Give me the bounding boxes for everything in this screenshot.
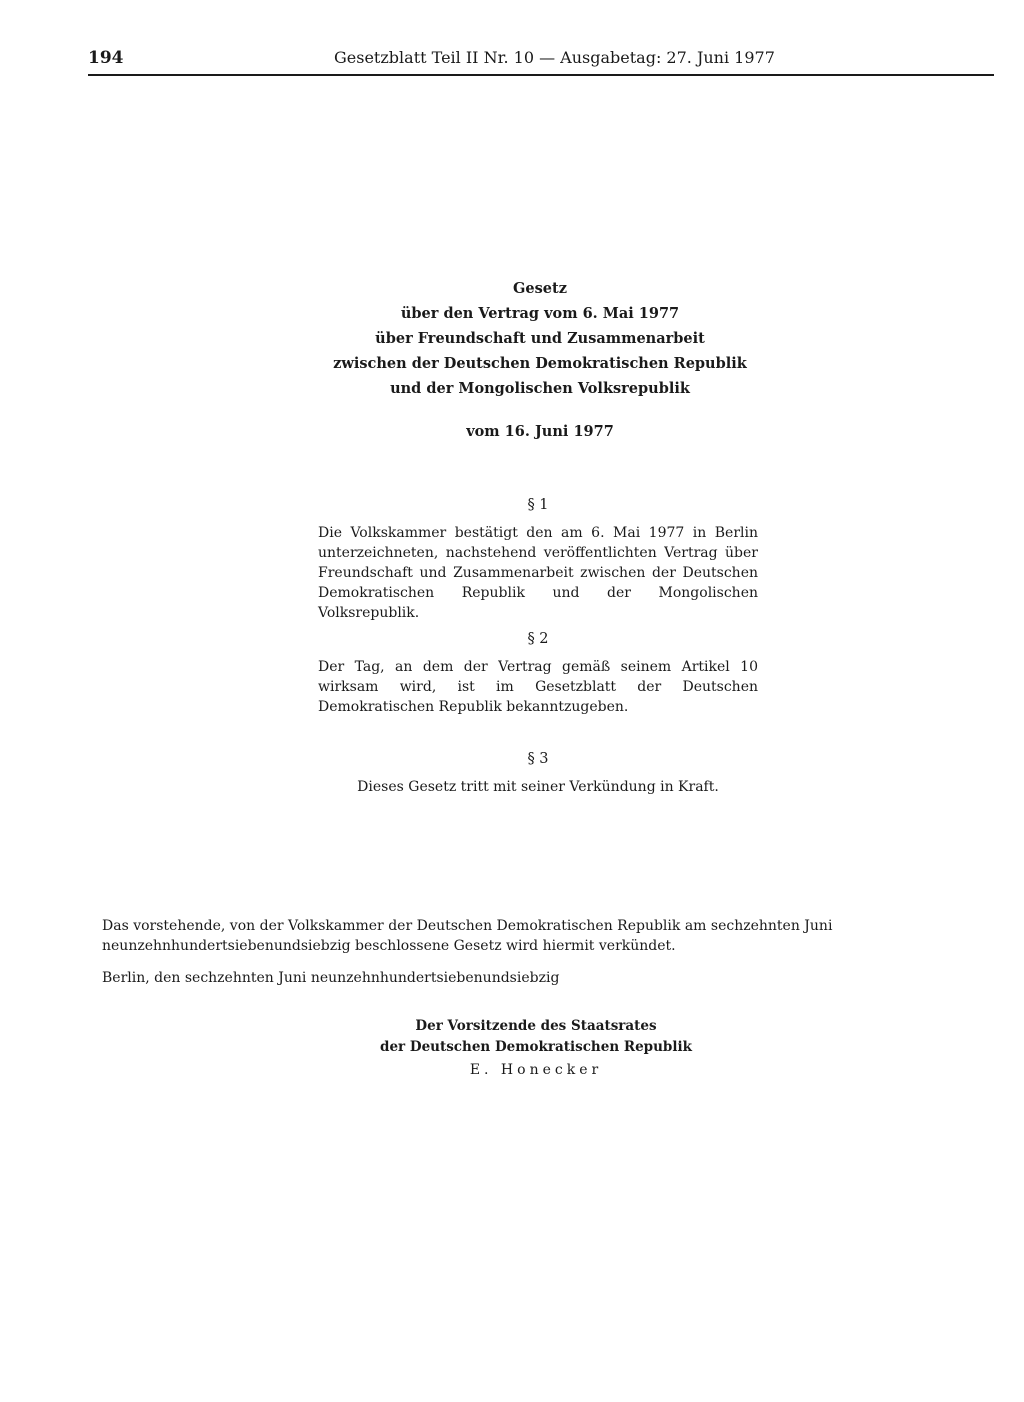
section-mark: § 1: [527, 497, 549, 513]
section-mark: § 2: [527, 631, 549, 647]
law-title: [300, 276, 780, 401]
section-text: Der Tag, an dem der Vertrag gemäß seinem Artikel 10 wirksam wird, ist im Gesetzblatt der Deutschen Demokratischen Republik bekanntzugeben.: [318, 659, 758, 715]
section-3: [318, 751, 758, 797]
law-title-line: und der Mongolischen Volksrepublik: [390, 380, 690, 397]
section-1: [318, 497, 758, 623]
page-header: [88, 48, 994, 76]
law-title-line: über den Vertrag vom 6. Mai 1977: [400, 305, 680, 322]
law-date: vom 16. Juni 1977: [466, 423, 614, 440]
law-title-line: Gesetz: [513, 280, 567, 297]
law-title-line: zwischen der Deutschen Demokratischen Republik: [333, 355, 747, 372]
section-mark: § 3: [527, 751, 549, 767]
signer-name: E. Honecker: [469, 1062, 603, 1078]
signature-office: [320, 1016, 752, 1058]
place-date: Berlin, den sechzehnten Juni neunzehnhundertsiebenundsiebzig: [102, 970, 560, 986]
section-text: Die Volkskammer bestätigt den am 6. Mai 1977 in Berlin unterzeichneten, nachstehend veröffentlichten Vertrag über Freundschaft und Zusammenarbeit zwischen der Deutschen Demokratischen Republik und der Mongolischen Volksrepublik.: [318, 525, 758, 621]
running-head: Gesetzblatt Teil II Nr. 10 — Ausgabetag: 27. Juni 1977: [334, 48, 775, 67]
page-number: 194: [88, 48, 124, 68]
office-line: Der Vorsitzende des Staatsrates: [415, 1018, 657, 1034]
law-title-line: über Freundschaft und Zusammenarbeit: [375, 330, 705, 347]
section-text: Dieses Gesetz tritt mit seiner Verkündung in Kraft.: [357, 779, 719, 795]
office-line: der Deutschen Demokratischen Republik: [380, 1039, 692, 1055]
section-2: [318, 631, 758, 717]
promulgation-text: Das vorstehende, von der Volkskammer der Deutschen Demokratischen Republik am sechzehnten Juni neunzehnhundertsiebenundsiebzig beschlossene Gesetz wird hiermit verkündet.: [102, 918, 833, 954]
